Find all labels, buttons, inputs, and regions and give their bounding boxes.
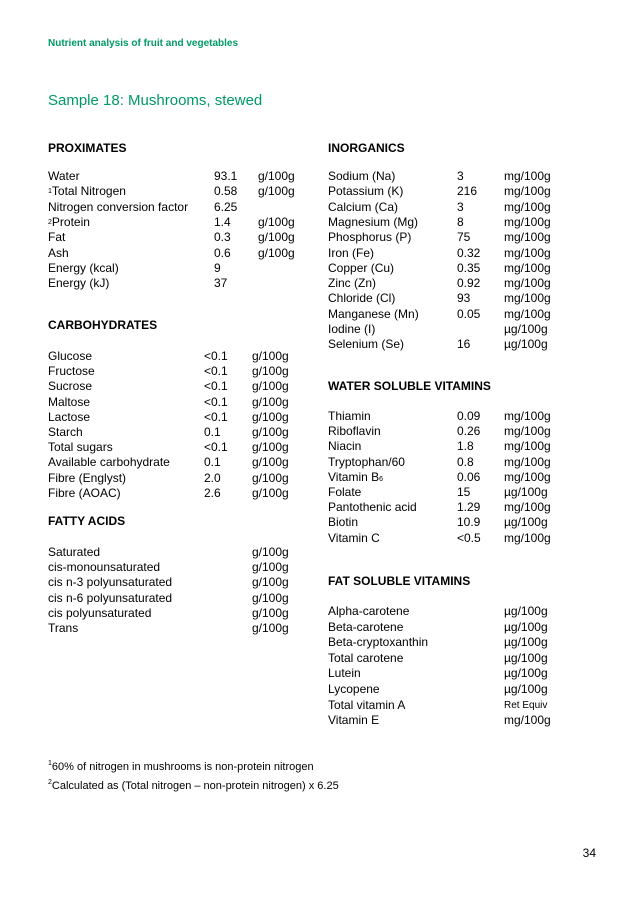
nutrient-unit: mg/100g — [504, 276, 551, 291]
nutrient-unit: µg/100g — [504, 485, 548, 499]
nutrient-value: 3 — [457, 199, 464, 214]
footnote-marker: 1 — [48, 760, 52, 767]
nutrient-unit: g/100g — [252, 455, 289, 470]
nutrient-name: Energy (kcal) — [48, 260, 119, 275]
nutrient-name: Beta-carotene — [328, 619, 404, 634]
footnote-marker: 2 — [48, 779, 52, 786]
nutrient-name: Ash — [48, 245, 69, 260]
page-number: 34 — [582, 846, 596, 860]
nutrient-name: Alpha-carotene — [328, 604, 410, 618]
nutrient-unit: µg/100g — [504, 604, 548, 618]
nutrient-value: 0.3 — [214, 230, 231, 245]
nutrient-name: Lactose — [48, 409, 91, 424]
footnote-1 — [48, 761, 314, 773]
nutrient-name: Fibre (Englyst) — [48, 470, 127, 485]
nutrient-value: 6.25 — [214, 199, 238, 214]
fat-soluble-heading: FAT SOLUBLE VITAMINS — [328, 574, 471, 588]
nutrient-value: 8 — [457, 214, 464, 229]
nutrient-unit: g/100g — [252, 560, 289, 575]
nutrient-unit: g/100g — [252, 349, 289, 363]
nutrient-unit: g/100g — [252, 394, 289, 409]
nutrient-value: 37 — [214, 276, 228, 291]
nutrient-name: Fat — [48, 230, 66, 245]
nutrient-unit: g/100g — [252, 364, 289, 379]
nutrient-name: Saturated — [48, 545, 101, 559]
nutrient-value: 0.6 — [214, 245, 231, 260]
nutrient-name: Magnesium (Mg) — [328, 214, 419, 229]
nutrient-unit: g/100g — [252, 590, 289, 605]
nutrient-value: <0.1 — [204, 440, 228, 455]
nutrient-name: Sodium (Na) — [328, 169, 396, 183]
nutrient-name: Fibre (AOAC) — [48, 485, 121, 500]
nutrient-name: cis n-6 polyunsaturated — [48, 590, 173, 605]
nutrient-name: Pantothenic acid — [328, 500, 417, 515]
nutrient-value: <0.1 — [204, 394, 228, 409]
nutrient-unit: µg/100g — [504, 337, 548, 352]
nutrient-name: Water — [48, 169, 80, 183]
running-header: Nutrient analysis of fruit and vegetables — [48, 38, 239, 49]
nutrient-name: Calcium (Ca) — [328, 199, 399, 214]
nutrient-value: 93 — [457, 291, 471, 306]
nutrient-unit: µg/100g — [504, 650, 548, 665]
nutrient-unit: mg/100g — [504, 454, 551, 469]
nutrient-name: Available carbohydrate — [48, 455, 170, 470]
nutrient-unit: g/100g — [258, 169, 295, 183]
nutrient-unit: mg/100g — [504, 469, 551, 484]
nutrient-value: 2.0 — [204, 470, 221, 485]
nutrient-name: Beta-cryptoxanthin — [328, 635, 429, 650]
nutrient-name: Iron (Fe) — [328, 245, 375, 260]
nutrient-unit: g/100g — [252, 605, 289, 620]
nutrient-unit: mg/100g — [504, 439, 551, 454]
nutrient-value: 1.4 — [214, 214, 231, 229]
nutrient-name: Iodine (I) — [328, 322, 376, 336]
nutrient-name: Total carotene — [328, 650, 404, 665]
nutrient-value: <0.1 — [204, 379, 228, 394]
nutrient-unit: mg/100g — [504, 214, 551, 229]
nutrient-value: <0.1 — [204, 349, 228, 363]
nutrient-unit: mg/100g — [504, 424, 551, 439]
nutrient-value: 0.32 — [457, 245, 481, 260]
nutrient-unit: mg/100g — [504, 199, 551, 214]
carbohydrates-heading: CARBOHYDRATES — [48, 318, 158, 332]
nutrient-name: Glucose — [48, 349, 93, 363]
nutrient-name: Zinc (Zn) — [328, 276, 376, 291]
nutrient-value: 0.06 — [457, 469, 481, 484]
nutrient-unit: µg/100g — [504, 635, 548, 650]
nutrient-value: 0.8 — [457, 454, 474, 469]
nutrient-value: 16 — [457, 337, 471, 352]
nutrient-unit: mg/100g — [504, 260, 551, 275]
nutrient-value: 2.6 — [204, 485, 221, 500]
nutrient-name: Starch — [48, 425, 83, 439]
nutrient-name: Vitamin E — [328, 713, 380, 728]
nutrient-name: cis n-3 polyunsaturated — [48, 575, 173, 590]
nutrient-name: Sucrose — [48, 379, 93, 394]
nutrient-name: Total sugars — [48, 440, 113, 455]
nutrient-unit: g/100g — [252, 379, 289, 394]
nutrient-value: 1.8 — [457, 439, 474, 454]
nutrient-value: 0.1 — [204, 455, 221, 470]
nutrient-unit: Ret Equiv — [504, 699, 548, 711]
nutrient-name: Potassium (K) — [328, 184, 404, 199]
nutrient-value: 0.35 — [457, 260, 481, 275]
nutrient-unit: mg/100g — [504, 409, 551, 423]
nutrient-unit: mg/100g — [504, 500, 551, 515]
fatty-acids-heading: FATTY ACIDS — [48, 514, 126, 528]
water-soluble-heading: WATER SOLUBLE VITAMINS — [328, 379, 491, 393]
nutrient-value: 0.05 — [457, 306, 481, 321]
nutrient-value: <0.5 — [457, 530, 481, 545]
nutrient-name: Selenium (Se) — [328, 337, 405, 352]
nutrient-value: 0.92 — [457, 276, 481, 291]
nutrient-name: Maltose — [48, 394, 91, 409]
nutrient-name: Phosphorus (P) — [328, 230, 412, 245]
nutrient-name: Fructose — [48, 364, 95, 379]
nutrient-name: Manganese (Mn) — [328, 306, 419, 321]
nutrient-value: 9 — [214, 260, 221, 275]
nutrient-name: Chloride (Cl) — [328, 291, 396, 306]
nutrient-unit: mg/100g — [504, 245, 551, 260]
nutrient-unit: µg/100g — [504, 682, 548, 696]
nutrient-value: 0.1 — [204, 425, 221, 439]
nutrient-name: Vitamin B6 — [328, 469, 384, 484]
nutrient-value: 1.29 — [457, 500, 481, 515]
nutrient-name: Vitamin C — [328, 530, 380, 545]
nutrient-unit: mg/100g — [504, 291, 551, 306]
footnote-2 — [48, 780, 339, 792]
nutrient-unit: g/100g — [252, 440, 289, 455]
nutrient-unit: g/100g — [258, 184, 295, 199]
nutrient-name: Thiamin — [328, 409, 371, 423]
nutrient-name: Total vitamin A — [328, 697, 406, 712]
inorganics-heading: INORGANICS — [328, 141, 405, 155]
nutrient-unit: g/100g — [252, 545, 289, 559]
nutrient-name: Trans — [48, 621, 79, 635]
proximates-heading: PROXIMATES — [48, 141, 127, 155]
nutrient-unit: g/100g — [258, 245, 295, 260]
nutrient-unit: µg/100g — [504, 515, 548, 530]
nutrient-value: 0.09 — [457, 409, 481, 423]
nutrient-value: 75 — [457, 230, 471, 245]
nutrient-name: Lycopene — [328, 682, 380, 696]
nutrient-unit: g/100g — [252, 575, 289, 590]
nutrient-value: 0.26 — [457, 424, 481, 439]
nutrient-value: 0.58 — [214, 184, 238, 199]
nutrient-unit: mg/100g — [504, 530, 551, 545]
nutrient-name: Tryptophan/60 — [328, 454, 405, 469]
nutrient-unit: mg/100g — [504, 230, 551, 245]
nutrient-name: Lutein — [328, 666, 361, 681]
nutrient-unit: mg/100g — [504, 169, 551, 183]
footnote-text: Calculated as (Total nitrogen – non-protein nitrogen) x 6.25 — [51, 780, 339, 792]
nutrient-unit: µg/100g — [504, 666, 548, 681]
sample-title: Sample 18: Mushrooms, stewed — [48, 92, 263, 109]
nutrient-unit: g/100g — [252, 485, 289, 500]
nutrient-value: 15 — [457, 485, 471, 499]
nutrient-unit: mg/100g — [504, 306, 551, 321]
nutrient-name: Riboflavin — [328, 424, 381, 439]
nutrient-value: 10.9 — [457, 515, 481, 530]
nutrient-unit: g/100g — [258, 214, 295, 229]
nutrient-value: 93.1 — [214, 169, 238, 183]
nutrient-unit: g/100g — [252, 621, 289, 635]
nutrient-unit: mg/100g — [504, 184, 551, 199]
nutrient-name: Folate — [328, 485, 362, 499]
nutrient-name: Copper (Cu) — [328, 260, 395, 275]
nutrient-unit: g/100g — [252, 425, 289, 439]
nutrient-name: Energy (kJ) — [48, 276, 110, 291]
nutrient-name: Nitrogen conversion factor — [48, 199, 189, 214]
nutrient-unit: g/100g — [252, 409, 289, 424]
nutrient-value: 216 — [457, 184, 478, 199]
nutrient-name: cis polyunsaturated — [48, 605, 152, 620]
nutrient-name: Niacin — [328, 439, 362, 454]
nutrient-value: <0.1 — [204, 409, 228, 424]
nutrient-name: cis-monounsaturated — [48, 560, 161, 575]
nutrient-name: $^2$Protein — [48, 214, 90, 229]
nutrient-unit: µg/100g — [504, 619, 548, 634]
nutrient-unit: mg/100g — [504, 713, 551, 728]
nutrient-value: <0.1 — [204, 364, 228, 379]
nutrient-unit: µg/100g — [504, 322, 548, 336]
nutrient-unit: g/100g — [252, 470, 289, 485]
nutrient-value: 3 — [457, 169, 464, 183]
nutrient-name: Biotin — [328, 515, 359, 530]
nutrient-name: $^1$Total Nitrogen — [48, 184, 126, 199]
nutrient-unit: g/100g — [258, 230, 295, 245]
footnote-text: 60% of nitrogen in mushrooms is non-protein nitrogen — [51, 761, 314, 773]
